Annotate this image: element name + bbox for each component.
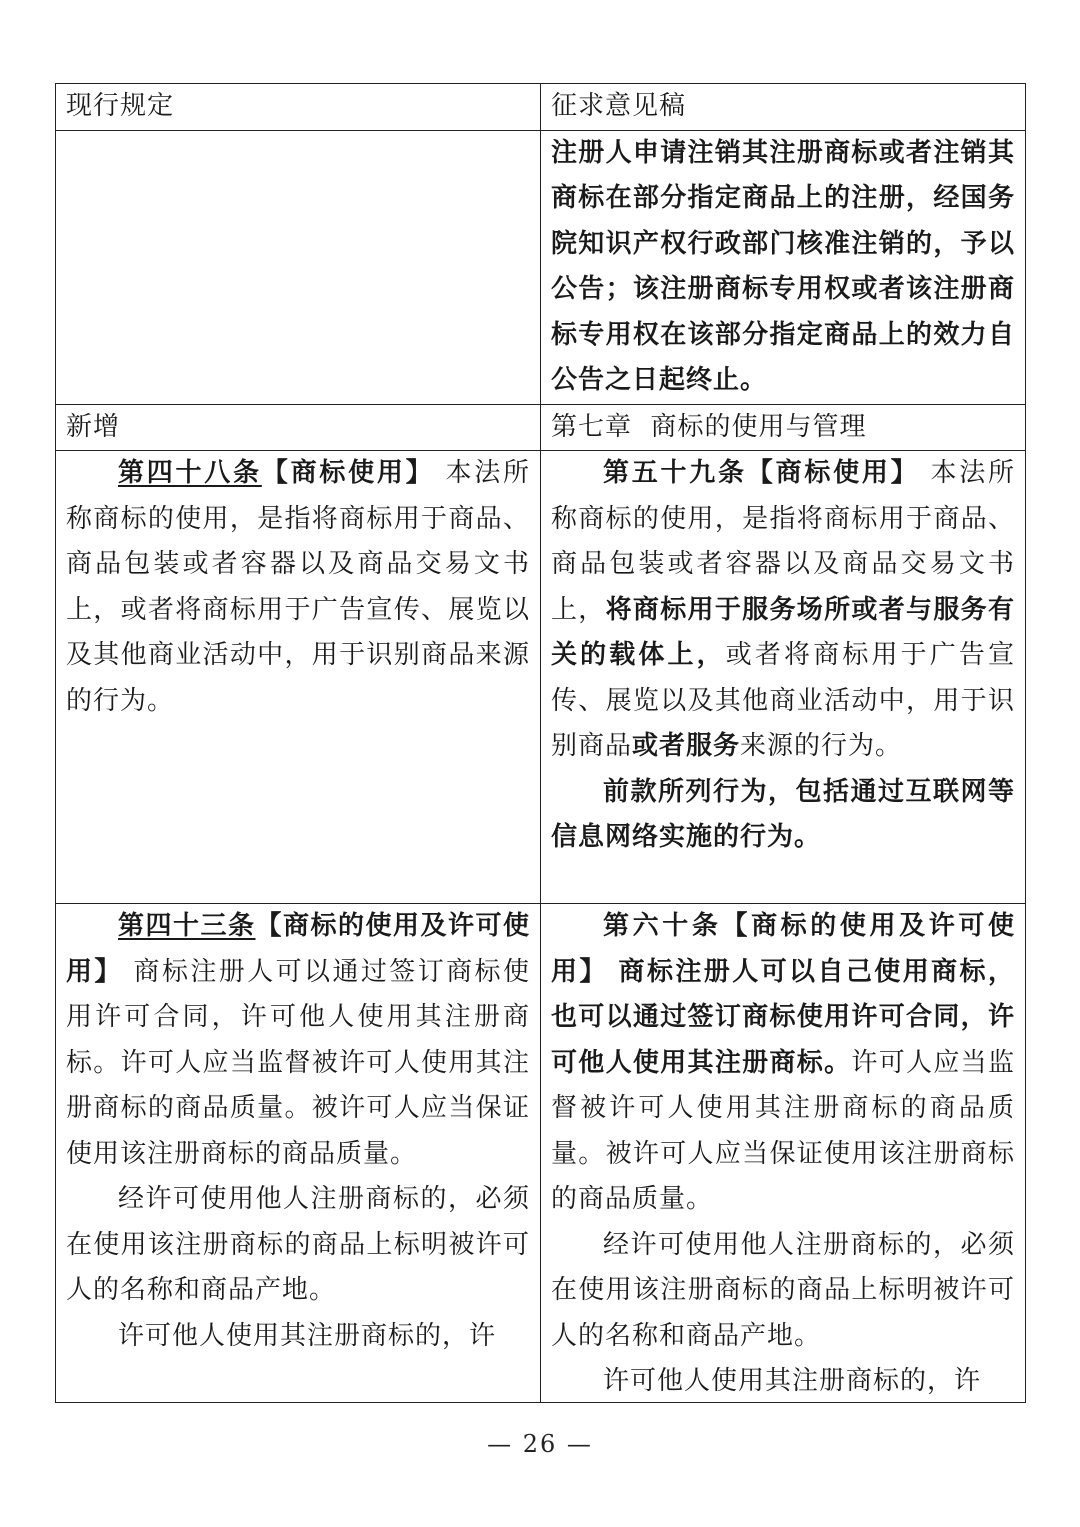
table-header-row <box>56 84 1026 131</box>
article-title: 【商标使用】 <box>261 458 435 488</box>
page-number: — 26 — <box>487 1430 593 1458</box>
header-draft: 征求意见稿 <box>541 84 1026 131</box>
table-row <box>56 130 1026 404</box>
cell-chapter-heading: 第七章 商标的使用与管理 <box>541 404 1026 451</box>
article-paragraph: 许可他人使用其注册商标的，许 <box>603 1366 982 1396</box>
table-row <box>56 904 1026 1403</box>
article-paragraph: 许可他人使用其注册商标的，许 <box>118 1320 497 1351</box>
article-added-paragraph: 前款所列行为，包括通过互联网等信息网络实施的行为。 <box>551 776 1015 852</box>
article-heading: 第六十条【商标的使用及许可使用】 <box>551 911 1015 987</box>
cell-new-added: 新增 <box>56 404 541 451</box>
article-heading: 第五十九条【商标使用】 <box>603 458 920 488</box>
cell-current-article-48 <box>56 451 541 904</box>
cell-empty <box>56 130 541 404</box>
article-paragraph: 经许可使用他人注册商标的，必须在使用该注册商标的商品上标明被许可人的名称和商品产地。 <box>66 1184 530 1305</box>
table-row <box>56 451 1026 904</box>
article-added-text: 或者服务 <box>632 731 741 761</box>
cell-draft-article-59 <box>541 451 1026 904</box>
article-added-text: 商标注册人可以自己使用商标，也可以通过签订商标使用许可合同，许可他人使用其注册商标。 <box>551 956 1015 1078</box>
cell-draft-article-60 <box>541 904 1026 1403</box>
article-title: 【商标的使用及许可使用】 <box>66 911 530 987</box>
article-text: 许可人应当监督被许可人使用其注册商标的商品质量。被许可人应当保证使用该注册商标的商品质量。 <box>551 1047 1015 1214</box>
article-number: 第四十八条 <box>118 458 262 488</box>
header-current-rules: 现行规定 <box>56 84 541 131</box>
table-row-section <box>56 404 1026 451</box>
article-added-text: 将商标用于服务场所或者与服务有关的载体上， <box>551 594 1015 670</box>
article-text: 商标注册人可以通过签订商标使用许可合同，许可他人使用其注册商标。许可人应当监督被许可人使用其注册商标的商品质量。被许可人应当保证使用该注册商标的商品质量。 <box>66 956 530 1169</box>
article-text: 来源的行为。 <box>740 731 903 761</box>
article-number: 第四十三条 <box>118 911 256 941</box>
article-paragraph: 经许可使用他人注册商标的，必须在使用该注册商标的商品上标明被许可人的名称和商品产地。 <box>551 1229 1015 1351</box>
cell-current-article-43 <box>56 904 541 1403</box>
draft-cancellation-text: 注册人申请注销其注册商标或者注销其商标在部分指定商品上的注册，经国务院知识产权行政部门核准注销的，予以公告；该注册商标专用权或者该注册商标专用权在该部分指定商品上的效力自公告之日起终止。 <box>551 137 1015 395</box>
comparison-table <box>55 83 1026 1403</box>
article-text: 本法所称商标的使用，是指将商标用于商品、商品包装或者容器以及商品交易文书上，或者将商标用于广告宣传、展览以及其他商业活动中，用于识别商品来源的行为。 <box>66 458 530 716</box>
cell-draft-cancellation <box>541 130 1026 404</box>
article-text: 本法所称商标的使用，是指将商标用于商品、商品包装或者容器以及商品交易文书上， <box>551 458 1015 625</box>
article-text: 或者将商标用于广告宣传、展览以及其他商业活动中，用于识别商品 <box>551 640 1015 761</box>
